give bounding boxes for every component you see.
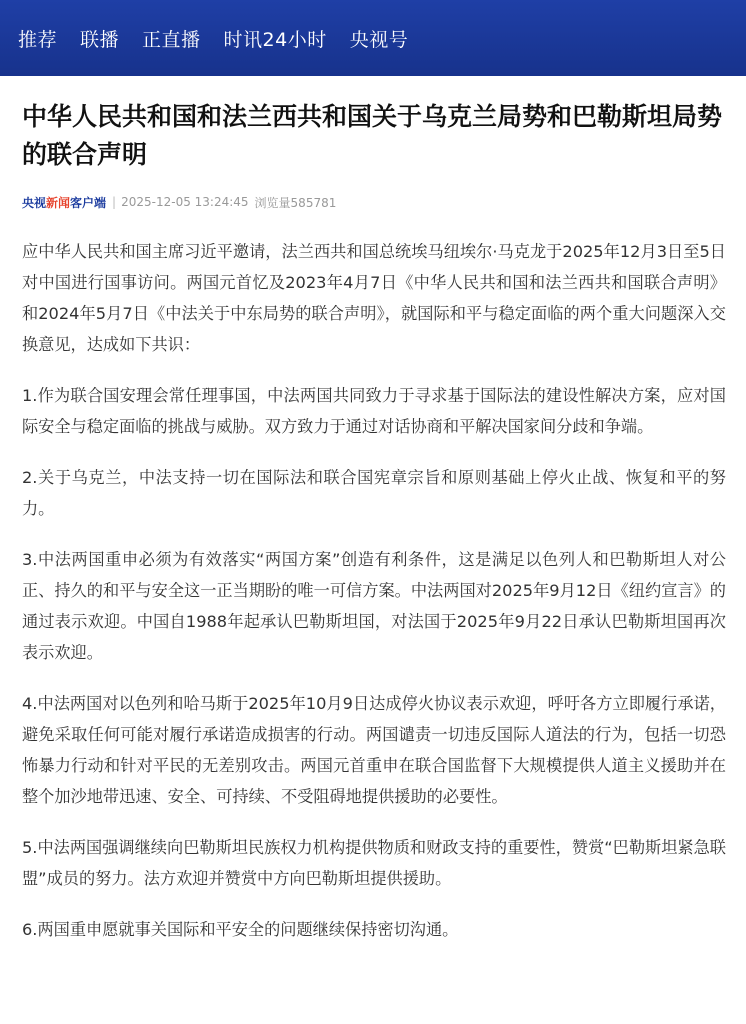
top-navigation-bar [0,0,746,76]
nav-tab-24h-news[interactable]: 时讯24小时 [223,28,327,51]
source-label[interactable] [22,194,106,211]
article-title: 中华人民共和国和法兰西共和国关于乌克兰局势和巴勒斯坦局势的联合声明 [22,102,723,169]
article-paragraph-6: 6.两国重申愿就事关国际和平安全的问题继续保持密切沟通。 [22,920,459,939]
article-paragraph-2: 2.关于乌克兰，中法支持一切在国际法和联合国宪章宗旨和原则基础上停火止战、恢复和平的努力。 [22,468,726,518]
publish-date: 2025-12-05 13:24:45 [121,195,249,209]
nav-tab-live[interactable]: 正直播 [142,28,201,51]
article-meta [22,193,336,211]
nav-tab-lianbo[interactable]: 联播 [80,28,120,51]
nav-tab-cctv-hao[interactable]: 央视号 [349,28,409,51]
meta-separator: | [112,195,117,209]
source-label-part2: 新闻 [46,195,71,210]
nav-tab-recommend[interactable]: 推荐 [18,28,58,51]
article-paragraph-1: 1.作为联合国安理会常任理事国，中法两国共同致力于寻求基于国际法的建设性解决方案，应对国际安全与稳定面临的挑战与威胁。双方致力于通过对话协商和平解决国家间分歧和争端。 [22,386,726,436]
article-paragraph-3: 3.中法两国重申必须为有效落实“两国方案”创造有利条件，这是满足以色列人和巴勒斯坦人对公正、持久的和平与安全这一正当期盼的唯一可信方案。中法两国对2025年9月12日《纽约宣言》的通过表示欢迎。中国自1988年起承认巴勒斯坦国，对法国于2025年9月22日承认巴勒斯坦国再次表示欢迎。 [22,550,726,662]
article-body [22,236,726,965]
source-label-part3: 客户端 [70,195,107,210]
source-label-part1: 央视 [22,195,47,210]
article-paragraph-intro: 应中华人民共和国主席习近平邀请，法兰西共和国总统埃马纽埃尔·马克龙于2025年12月3日至5日对中国进行国事访问。两国元首忆及2023年4月7日《中华人民共和国和法兰西共和国联合声明》和2024年5月7日《中法关于中东局势的联合声明》，就国际和平与稳定面临的两个重大问题深入交换意见，达成如下共识： [22,242,726,354]
article-paragraph-4: 4.中法两国对以色列和哈马斯于2025年10月9日达成停火协议表示欢迎，呼吁各方立即履行承诺，避免采取任何可能对履行承诺造成损害的行动。两国谴责一切违反国际人道法的行为，包括一切恐怖暴力行动和针对平民的无差别攻击。两国元首重申在联合国监督下大规模提供人道主义援助并在整个加沙地带迅速、安全、可持续、不受阻碍地提供援助的必要性。 [22,694,726,806]
view-count: 浏览量585781 [254,195,337,210]
article-paragraph-5: 5.中法两国强调继续向巴勒斯坦民族权力机构提供物质和财政支持的重要性，赞赏“巴勒斯坦紧急联盟”成员的努力。法方欢迎并赞赏中方向巴勒斯坦提供援助。 [22,838,726,888]
